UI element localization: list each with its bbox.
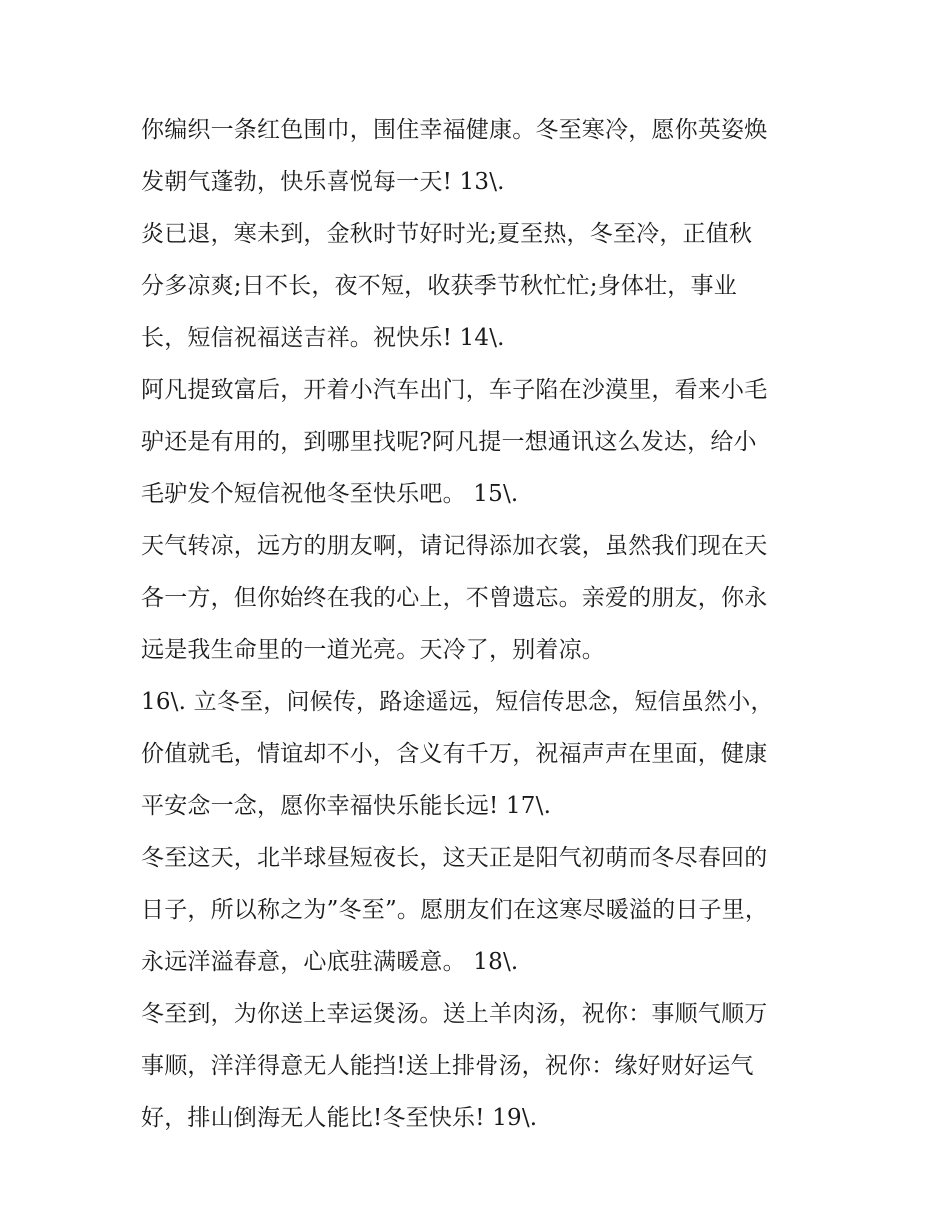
text-line: 平安念一念，愿你幸福快乐能长远! 17\. <box>141 793 552 819</box>
text-line: 16\. 立冬至，问候传，路途遥远，短信传思念，短信虽然小， <box>141 689 774 715</box>
text-line: 阿凡提致富后，开着小汽车出门，车子陷在沙漠里，看来小毛 <box>141 377 768 403</box>
text-line: 分多凉爽;日不长，夜不短，收获季节秋忙忙;身体壮，事业 <box>141 273 737 299</box>
text-line: 事顺，洋洋得意无人能挡!送上排骨汤，祝你：缘好财好运气 <box>141 1053 754 1079</box>
text-line: 冬至到，为你送上幸运煲汤。送上羊肉汤，祝你：事顺气顺万 <box>141 1001 768 1027</box>
text-line: 驴还是有用的，到哪里找呢?阿凡提一想通讯这么发达，给小 <box>141 429 757 455</box>
text-line: 价值就毛，情谊却不小，含义有千万，祝福声声在里面，健康 <box>141 741 768 767</box>
text-line: 毛驴发个短信祝他冬至快乐吧。 15\. <box>141 481 519 507</box>
document-body <box>141 104 821 1144</box>
text-line: 长，短信祝福送吉祥。祝快乐! 14\. <box>141 325 505 351</box>
text-line: 远是我生命里的一道光亮。天冷了，别着凉。 <box>141 637 605 663</box>
text-line: 冬至这天，北半球昼短夜长，这天正是阳气初萌而冬尽春回的 <box>141 845 768 871</box>
text-line: 发朝气蓬勃，快乐喜悦每一天! 13\. <box>141 169 505 195</box>
text-line: 好，排山倒海无人能比!冬至快乐! 19\. <box>141 1105 538 1131</box>
text-line: 日子，所以称之为”冬至”。愿朋友们在这寒尽暖溢的日子里， <box>141 897 769 923</box>
text-line: 各一方，但你始终在我的心上，不曾遗忘。亲爱的朋友，你永 <box>141 585 768 611</box>
text-line: 永远洋溢春意，心底驻满暖意。 18\. <box>141 949 519 975</box>
text-line: 炎已退，寒未到，金秋时节好时光;夏至热，冬至冷，正值秋 <box>141 221 753 247</box>
text-line: 天气转凉，远方的朋友啊，请记得添加衣裳，虽然我们现在天 <box>141 533 768 559</box>
text-line: 你编织一条红色围巾，围住幸福健康。冬至寒冷，愿你英姿焕 <box>141 117 768 143</box>
